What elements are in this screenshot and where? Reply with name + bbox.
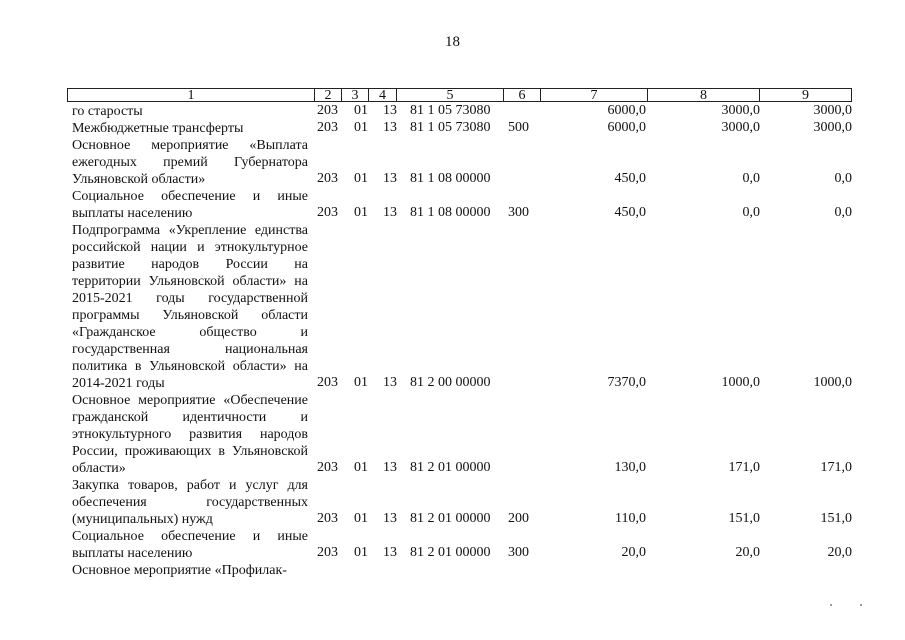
cell-c6: 300 xyxy=(508,545,529,560)
cell-c7: 450,0 xyxy=(614,205,646,220)
table-row xyxy=(0,188,905,222)
cell-c8: 20,0 xyxy=(735,545,760,560)
table-row xyxy=(0,137,905,188)
header-col-7: 7 xyxy=(540,88,648,102)
cell-c7: 130,0 xyxy=(614,460,646,475)
cell-c5: 81 2 01 00000 xyxy=(410,511,491,526)
cell-c3: 01 xyxy=(354,545,368,560)
row-description: Основное мероприятие «Выплата ежегодных премий Губернатора Ульяновской области» xyxy=(72,138,308,187)
cell-c9: 0,0 xyxy=(834,171,852,186)
row-description: Подпрограмма «Укрепление единства российской нации и этнокультурное развитие народов России на территории Ульяновской области» на 2015-2021 годы государственной программы Ульяновской области «Гражданское общество и государственная национальная политика в Ульяновской области» на 2014-2021 годы xyxy=(72,223,308,391)
cell-c8: 0,0 xyxy=(742,205,760,220)
cell-c6: 500 xyxy=(508,120,529,135)
cell-c2: 203 xyxy=(317,375,338,390)
cell-c3: 01 xyxy=(354,171,368,186)
cell-c5: 81 2 00 00000 xyxy=(410,375,491,390)
row-description: Межбюджетные трансферты xyxy=(72,121,244,136)
row-description: го старосты xyxy=(72,104,143,119)
row-description: Основное мероприятие «Обеспечение гражданской идентичности и этнокультурного развития народов России, проживающих в Ульяновской области» xyxy=(72,393,308,476)
cell-c2: 203 xyxy=(317,545,338,560)
header-col-4: 4 xyxy=(368,88,397,102)
cell-c4: 13 xyxy=(383,545,397,560)
cell-c9: 20,0 xyxy=(827,545,852,560)
page-number: 18 xyxy=(445,34,460,50)
cell-c9: 0,0 xyxy=(834,205,852,220)
cell-c6: 200 xyxy=(508,511,529,526)
cell-c8: 3000,0 xyxy=(721,103,760,118)
header-col-9: 9 xyxy=(759,88,852,102)
cell-c2: 203 xyxy=(317,171,338,186)
cell-c9: 151,0 xyxy=(820,511,852,526)
cell-c4: 13 xyxy=(383,460,397,475)
cell-c4: 13 xyxy=(383,205,397,220)
cell-c3: 01 xyxy=(354,205,368,220)
cell-c8: 3000,0 xyxy=(721,120,760,135)
cell-c4: 13 xyxy=(383,103,397,118)
scan-speck xyxy=(830,604,832,606)
cell-c5: 81 2 01 00000 xyxy=(410,545,491,560)
table-row xyxy=(0,528,905,562)
cell-c8: 151,0 xyxy=(728,511,760,526)
table-row xyxy=(0,120,905,137)
row-description: Социальное обеспечение и иные выплаты населению xyxy=(72,529,308,561)
cell-c9: 1000,0 xyxy=(813,375,852,390)
cell-c2: 203 xyxy=(317,120,338,135)
cell-c3: 01 xyxy=(354,103,368,118)
cell-c3: 01 xyxy=(354,511,368,526)
cell-c5: 81 1 08 00000 xyxy=(410,205,491,220)
row-description: Основное мероприятие «Профилак- xyxy=(72,563,287,578)
cell-c3: 01 xyxy=(354,460,368,475)
cell-c9: 171,0 xyxy=(820,460,852,475)
cell-c5: 81 2 01 00000 xyxy=(410,460,491,475)
table-row xyxy=(0,392,905,477)
header-col-6: 6 xyxy=(503,88,541,102)
cell-c3: 01 xyxy=(354,120,368,135)
table-row xyxy=(0,222,905,392)
cell-c3: 01 xyxy=(354,375,368,390)
row-description: Социальное обеспечение и иные выплаты населению xyxy=(72,189,308,221)
cell-c7: 110,0 xyxy=(615,511,646,526)
row-description: Закупка товаров, работ и услуг для обеспечения государственных (муниципальных) нужд xyxy=(72,478,308,527)
cell-c7: 7370,0 xyxy=(607,375,646,390)
cell-c2: 203 xyxy=(317,511,338,526)
cell-c6: 300 xyxy=(508,205,529,220)
cell-c7: 6000,0 xyxy=(607,103,646,118)
header-col-5: 5 xyxy=(396,88,504,102)
header-col-2: 2 xyxy=(314,88,342,102)
cell-c4: 13 xyxy=(383,511,397,526)
cell-c2: 203 xyxy=(317,205,338,220)
table-row xyxy=(0,477,905,528)
cell-c4: 13 xyxy=(383,120,397,135)
cell-c2: 203 xyxy=(317,460,338,475)
cell-c9: 3000,0 xyxy=(813,120,852,135)
cell-c5: 81 1 08 00000 xyxy=(410,171,491,186)
cell-c9: 3000,0 xyxy=(813,103,852,118)
table-row xyxy=(0,562,905,579)
cell-c8: 0,0 xyxy=(742,171,760,186)
header-col-1: 1 xyxy=(67,88,315,102)
cell-c8: 171,0 xyxy=(728,460,760,475)
cell-c8: 1000,0 xyxy=(721,375,760,390)
cell-c5: 81 1 05 73080 xyxy=(410,103,491,118)
header-col-8: 8 xyxy=(647,88,760,102)
table-row xyxy=(0,103,905,120)
cell-c7: 450,0 xyxy=(614,171,646,186)
cell-c4: 13 xyxy=(383,375,397,390)
header-col-3: 3 xyxy=(341,88,369,102)
cell-c7: 20,0 xyxy=(621,545,646,560)
cell-c5: 81 1 05 73080 xyxy=(410,120,491,135)
cell-c4: 13 xyxy=(383,171,397,186)
cell-c2: 203 xyxy=(317,103,338,118)
scan-speck xyxy=(860,604,862,606)
cell-c7: 6000,0 xyxy=(607,120,646,135)
